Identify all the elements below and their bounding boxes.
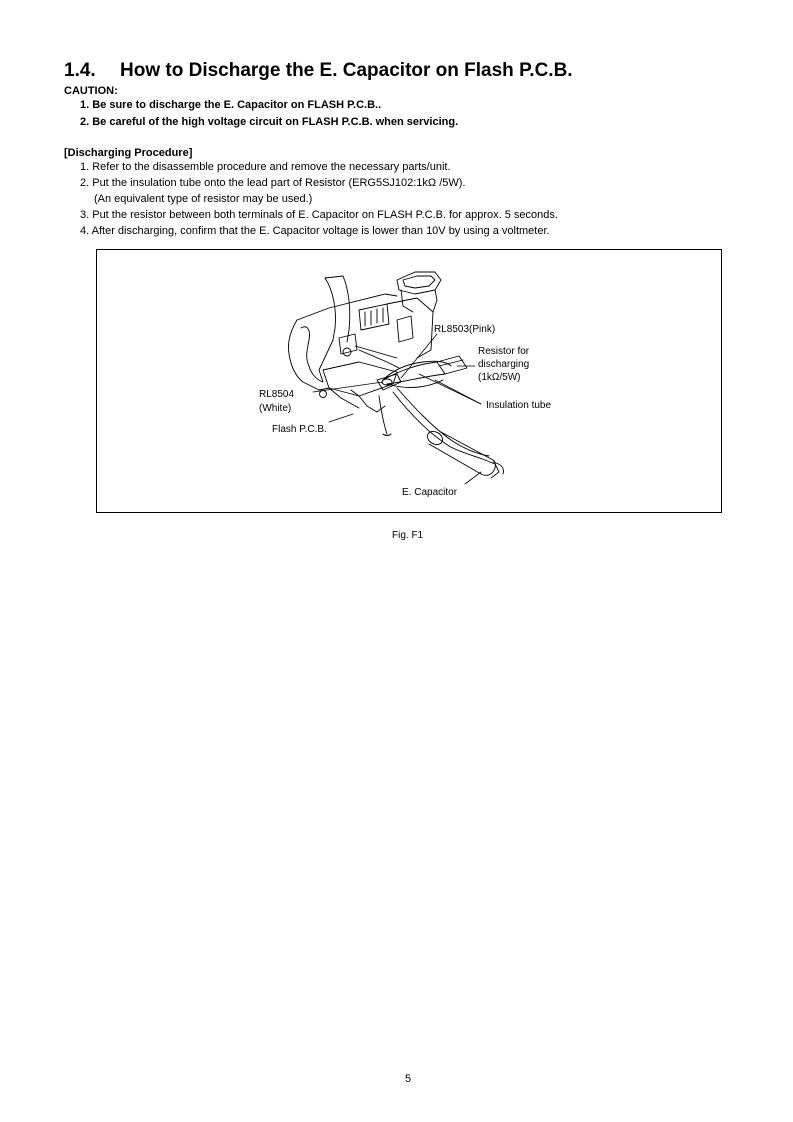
procedure-heading: [Discharging Procedure] xyxy=(64,147,193,159)
section-heading: How to Discharge the E. Capacitor on Flash P.C.B. xyxy=(120,60,573,81)
section-number: 1.4. xyxy=(64,60,96,81)
capacitor-drawing xyxy=(425,429,503,478)
discharge-illustration xyxy=(97,250,723,514)
label-resistor-line3: (1kΩ/5W) xyxy=(478,372,521,383)
label-flash-pcb: Flash P.C.B. xyxy=(272,424,327,435)
label-insulation-tube: Insulation tube xyxy=(486,400,552,411)
label-resistor-line2: discharging xyxy=(478,359,530,370)
page-number: 5 xyxy=(405,1073,412,1085)
procedure-step-4: 4. After discharging, confirm that the E. Capacitor voltage is lower than 10V by using a voltmeter. xyxy=(80,225,550,237)
section-title xyxy=(64,60,573,82)
figure-caption: Fig. F1 xyxy=(392,530,424,541)
procedure-step-2: 2. Put the insulation tube onto the lead part of Resistor (ERG5SJ102:1kΩ /5W). xyxy=(80,177,466,189)
caution-heading: CAUTION: xyxy=(64,85,118,97)
label-white: (White) xyxy=(259,403,292,414)
figure-box xyxy=(96,249,722,513)
caution-item-1: 1. Be sure to discharge the E. Capacitor on FLASH P.C.B.. xyxy=(80,99,382,111)
label-e-capacitor: E. Capacitor xyxy=(402,487,458,498)
label-resistor-line1: Resistor for xyxy=(478,346,530,357)
procedure-step-3: 3. Put the resistor between both terminals of E. Capacitor on FLASH P.C.B. for approx. 5 seconds. xyxy=(80,209,558,221)
label-rl8504: RL8504 xyxy=(259,389,295,400)
procedure-step-1: 1. Refer to the disassemble procedure and remove the necessary parts/unit. xyxy=(80,161,451,173)
label-rl8503: RL8503(Pink) xyxy=(434,324,496,335)
caution-item-2: 2. Be careful of the high voltage circuit on FLASH P.C.B. when servicing. xyxy=(80,116,459,128)
procedure-step-2-note: (An equivalent type of resistor may be used.) xyxy=(94,193,313,205)
